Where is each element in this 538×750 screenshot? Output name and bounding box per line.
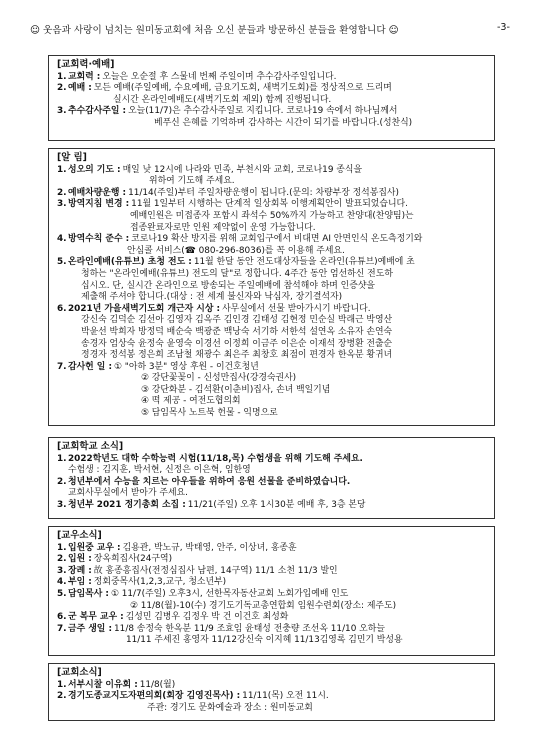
list-item: 1. 2022학년도 대학 수학능력 시험(11/18,목) 수험생을 위해 기도해 주세요.	[57, 453, 363, 464]
list-item: 6. 2021년 가을새벽기도회 개근자 시상 : 사무실에서 선물 받아가시기 바랍니다.	[57, 303, 371, 314]
section-title: [알 림]	[57, 152, 87, 163]
section-members-news: [교우소식] 1. 입원중 교우 : 김용관, 박노규, 박태영, 안주, 이상녀, 홍종훈 2. 입원 : 장옥희집사(24구역) 3. 장례 : 故 홍종흥집사(전정심집사 남편, 14구역) 11/1 소천 11/3 발인 4. 부임 : 정회중목사(1,2,3,교구, 청소년부) 5. 담임목사 : ① 11/7(주일) 오후3시, 선한목자동산교회 노회가입예배 인도 ② 11/8(월)-10(수) 경기도기독교총연합회 임원수련회(장소: 제주도) 6. 군 복무 교우 : 김성민 김병우 김정우 박 건 이건호 최성화 7. 금주 생일 : 11/8 송정숙 한옥분 11/9 조효임 윤태성 전충량 조선옥 11/10 오하늘 11/11 주세진 홍영자 11/12강신숙 이지혜 11/13김영록 김민기 박성용	[48, 526, 495, 656]
list-item: 1. 입원중 교우 : 김용관, 박노규, 박태영, 안주, 이상녀, 홍종훈	[57, 542, 297, 553]
section-liturgy: [교회력·예배] 1. 교회력 : 오늘은 오순절 후 스물네 번째 주일이며 추수감사주일입니다. 2. 예배 : 모든 예배(주일예배, 수요예배, 금요기도회, 새벽기도회)를 정상적으로 드리며 실시간 온라인예배도(새벽기도회 제외) 함께 진행됩니다. 3. 추수감사주일 : 오늘(11/7)은 추수감사주일로 지킵니다. 코로나19 속에서 하나님께서 베푸신 은혜를 기억하며 감사하는 시간이 되기를 바랍니다.(성찬식)	[48, 55, 495, 141]
names-line: 강신숙 김덕순 김선아 김영자 김옥주 김인경 김태성 김현정 민순실 박래근 박영산	[81, 315, 393, 326]
list-item: 6. 군 복무 교우 : 김성민 김병우 김정우 박 건 이건호 최성화	[57, 612, 289, 623]
section-title: [교회학교 소식]	[57, 441, 124, 452]
section-title: [교우소식]	[57, 530, 102, 541]
names-line: 정경자 정석봉 정은희 조남철 채광수 최은주 최창호 최점이 편경자 한옥분 황귀녀	[81, 350, 393, 361]
list-item: 2. 입원 : 장옥희집사(24구역)	[57, 554, 173, 565]
section-church-school: [교회학교 소식] 1. 2022학년도 대학 수학능력 시험(11/18,목) 수험생을 위해 기도해 주세요. 수험생 : 김지훈, 박서현, 신정은 이은혁, 임한영 2. 청년부에서 수능을 치르는 아우들을 위하여 응원 선물을 준비하였습니다. 교회사무실에서 받아가 주세요. 3. 청년부 2021 정기총회 소집 : 11/21(주일) 오후 1시30분 예배 후, 3층 본당	[48, 437, 495, 519]
list-item: 5. 온라인예배(유튜브) 초청 전도 : 11월 한달 동안 전도대상자들을 온라인(유튜브)예배에 초	[57, 257, 415, 268]
list-item: 5. 담임목사 : ① 11/7(주일) 오후3시, 선한목자동산교회 노회가입예배 인도	[57, 588, 349, 599]
list-item: 1. 서부시찰 이유회 : 11/8(월)	[57, 679, 176, 690]
list-item: 2. 경기도종교지도자편의회(회장 김영진목사) : 11/11(목) 오전 11시.	[57, 691, 329, 702]
section-title: [교회력·예배]	[57, 59, 115, 70]
list-item: 2. 청년부에서 수능을 치르는 아우들을 위하여 응원 선물을 준비하였습니다.	[57, 476, 351, 487]
list-item: 3. 장례 : 故 홍종흥집사(전정심집사 남편, 14구역) 11/1 소천 11/3 발인	[57, 565, 338, 576]
list-item: 4. 부임 : 정회중목사(1,2,3,교구, 청소년부)	[57, 577, 227, 588]
section-notices: [알 림] 1. 성오의 기도 : 매일 낮 12시에 나라와 민족, 부천시와 교회, 코로나19 종식을 위하여 기도해 주세요. 2. 예배차량운행 : 11/14(주일)부터 주일차량운행이 됩니다.(문의: 차량부장 정석봉집사) 3. 방역지침 변경 : 11월 1일부터 시행하는 단계적 일상회복 이행계획안이 발표되었습니다. 예배인원은 미접종자 포함시 좌석수 50%까지 가능하고 찬양대(찬양팀)는 접종완료자로만 인원 제약없이 운영 가능합니다. 4. 방역수칙 준수 : 코로나19 확산 방지를 위해 교회입구에서 비대면 AI 안면인식 온도측정기와 안심콜 서비스(☎ 080-296-8036)를 꼭 이용해 주세요. 5. 온라인예배(유튜브) 초청 전도 : 11월 한달 동안 전도대상자들을 온라인(유튜브)예배에 초 청하는 "온라인예배(유튜브) 전도의 달"로 정합니다. 4주간 동안 엄선하신 전도하 십시오. 단, 실시간 온라인으로 방송되는 주일예배에 참석해야 하며 인증샷을 제출해 주셔야 합니다.(대상 : 전 세계 불신자와 낙심자, 장기결석자) 6. 2021년 가을새벽기도회 개근자 시상 : 사무실에서 선물 받아가시기 바랍니다. 강신숙 김덕순 김선아 김영자 김옥주 김인경 김태성 김현정 민순실 박래근 박영산 박윤선 박희자 방정덕 배순숙 백광준 백낭숙 서기하 서한석 설연옥 소유자 손연숙 송경자 엄상숙 윤정숙 윤영숙 이경선 이정희 이금주 이은순 이재석 장병환 전출순 정경자 정석봉 정은희 조남철 채광수 최은주 최창호 최점이 편경자 한옥분 황귀녀 7. 감사헌 일 : ① "아하 3분" 영상 후원 - 이건호청년 ② 강단꽃꽂이 - 신성만집사(강경숙권사) ③ 강단화분 - 김석환(이춘비)집사, 손녀 백일기념 ④ 떡 제공 - 여전도협의회 ⑤ 담임목사 노트북 헌물 - 익명으로	[48, 148, 495, 426]
list-item: 3. 청년부 2021 정기총회 소집 : 11/21(주일) 오후 1시30분 예배 후, 3층 본당	[57, 499, 366, 510]
list-item: 1. 성오의 기도 : 매일 낮 12시에 나라와 민족, 부천시와 교회, 코로나19 종식을	[57, 164, 363, 175]
page-header	[30, 22, 510, 36]
section-title: [교회소식]	[57, 667, 102, 678]
list-item: 2. 예배차량운행 : 11/14(주일)부터 주일차량운행이 됩니다.(문의: 차량부장 정석봉집사)	[57, 187, 399, 198]
page-number: -3-	[496, 22, 510, 33]
list-item: 7. 감사헌 일 : ① "아하 3분" 영상 후원 - 이건호청년	[57, 361, 259, 372]
list-item: 7. 금주 생일 : 11/8 송정숙 한옥분 11/9 조효임 윤태성 전충량 조선옥 11/10 오하늘	[57, 623, 385, 634]
section-church-news: [교회소식] 1. 서부시찰 이유회 : 11/8(월) 2. 경기도종교지도자편의회(회장 김영진목사) : 11/11(목) 오전 11시. 주관: 경기도 문화예술과 장소 : 원미동교회	[48, 663, 495, 721]
names-line: 송경자 엄상숙 윤정숙 윤영숙 이경선 이정희 이금주 이은순 이재석 장병환 전출순	[81, 338, 393, 349]
names-line: 박윤선 박희자 방정덕 배순숙 백광준 백낭숙 서기하 서한석 설연옥 소유자 손연숙	[81, 326, 393, 337]
list-item: 2. 예배 : 모든 예배(주일예배, 수요예배, 금요기도회, 새벽기도회)를 정상적으로 드리며	[57, 83, 392, 94]
list-item: 4. 방역수칙 준수 : 코로나19 확산 방지를 위해 교회입구에서 비대면 AI 안면인식 온도측정기와	[57, 234, 423, 245]
list-item: 3. 추수감사주일 : 오늘(11/7)은 추수감사주일로 지킵니다. 코로나19 속에서 하나님께서	[57, 106, 398, 117]
welcome-text: ☺ 웃음과 사랑이 넘치는 원미동교회에 처음 오신 분들과 방문하신 분들을 환영합니다 ☺	[30, 25, 399, 36]
list-item: 3. 방역지침 변경 : 11월 1일부터 시행하는 단계적 일상회복 이행계획안이 발표되었습니다.	[57, 199, 408, 210]
list-item: 1. 교회력 : 오늘은 오순절 후 스물네 번째 주일이며 추수감사주일입니다.	[57, 71, 337, 82]
